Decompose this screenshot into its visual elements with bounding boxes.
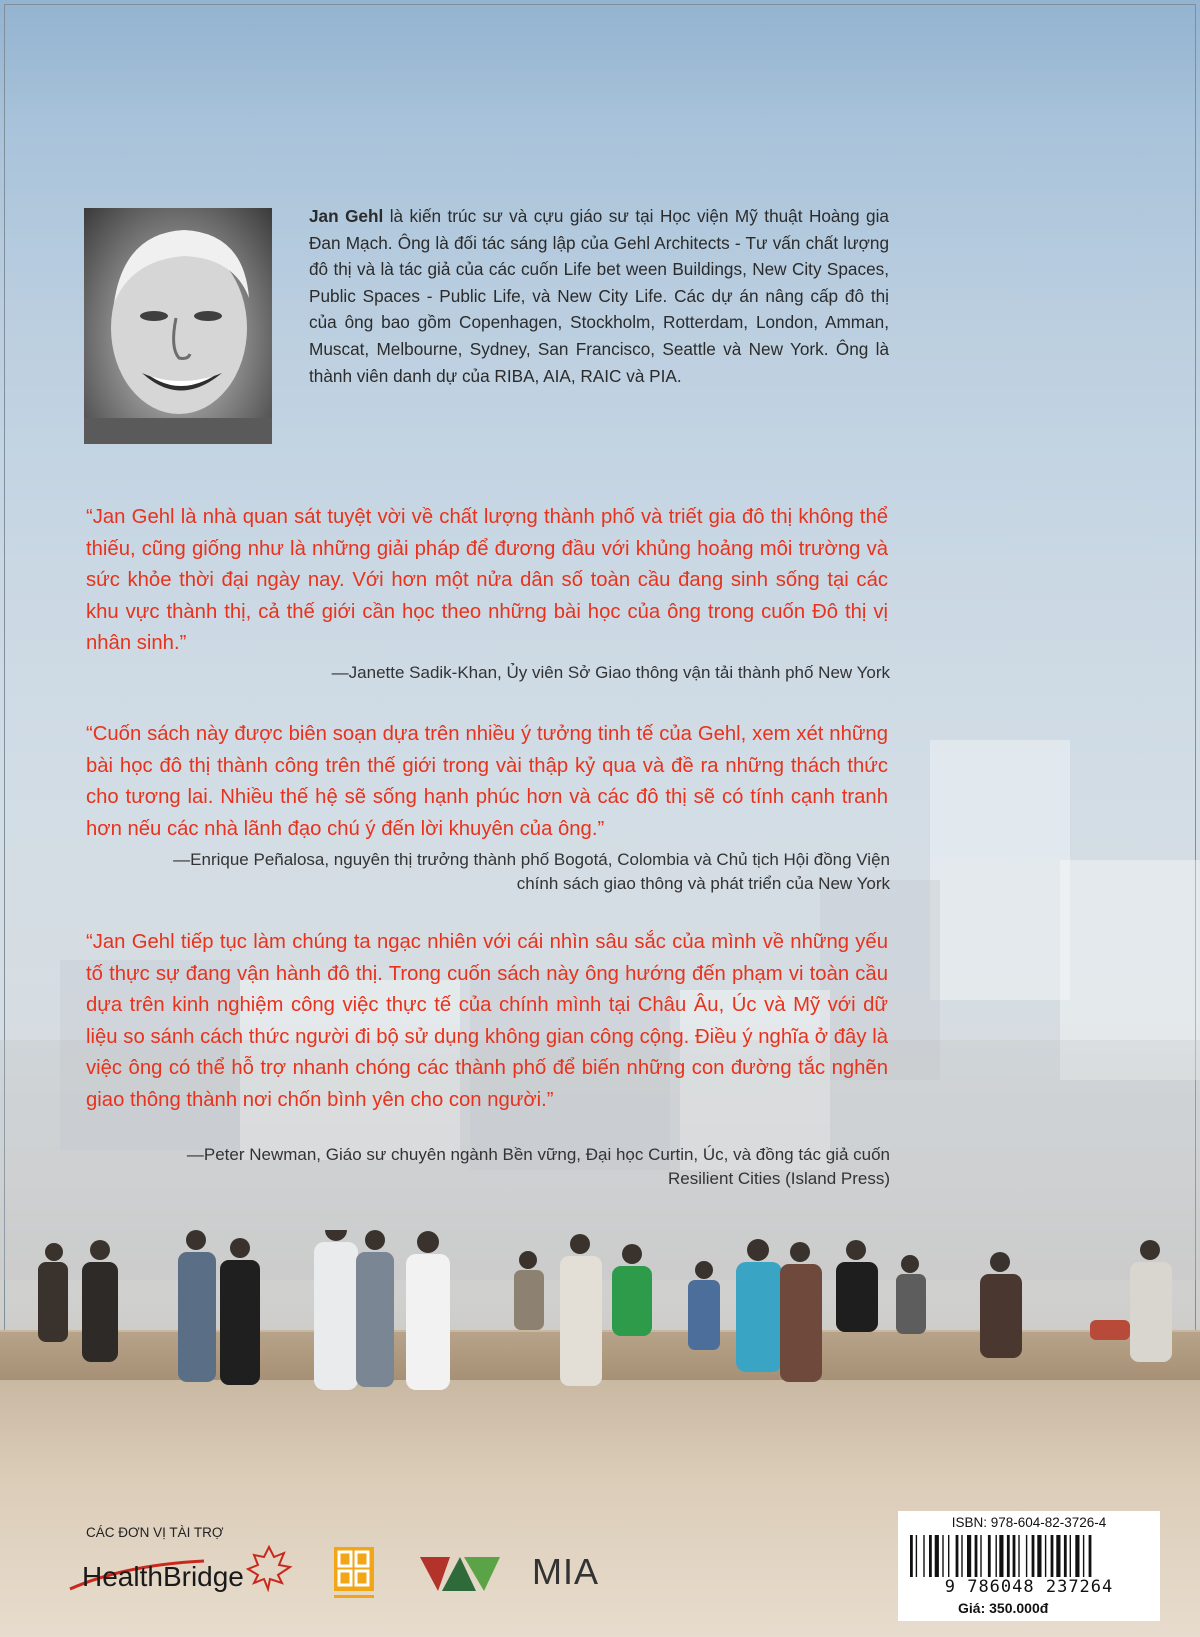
price-text: Giá: 350.000đ (958, 1600, 1049, 1616)
author-portrait (84, 208, 272, 444)
author-name: Jan Gehl (309, 206, 384, 226)
quote-1: “Jan Gehl là nhà quan sát tuyệt vời về chất lượng thành phố và triết gia đô thị không thể thiếu, cũng giống như là những giải pháp để đương đầu với khủng hoảng môi trường và sức khỏe thời đại ngày nay. Với hơn một nửa dân số toàn cầu đang sinh sống tại các khu vực thành thị, cả thế giới cần học theo những bài học của ông trong cuốn Đô thị vị nhân sinh.” (86, 506, 888, 654)
barcode-image (908, 1535, 1150, 1577)
barcode-digits: 9 786048 237264 (944, 1577, 1114, 1597)
healthbridge-logo (64, 1543, 294, 1603)
quote-2-attribution: —Enrique Peñalosa, nguyên thị trưởng thành phố Bogotá, Colombia và Chủ tịch Hội đồng Viện chính sách giao thông và phát triển của New York (173, 850, 890, 893)
author-bio (309, 203, 889, 389)
quote-3: “Jan Gehl tiếp tục làm chúng ta ngạc nhiên với cái nhìn sâu sắc của mình về những yếu tố thực sự đang vận hành đô thị. Trong cuốn sách này ông hướng đến phạm vi toàn cầu dựa trên kinh nghiệm công việc thực tế của chính mình tại Châu Âu, Úc và Mỹ với dữ liệu so sánh cách thức người đi bộ sử dụng không gian công cộng. Điều ý nghĩa ở đây là việc ông có thể hỗ trợ nhanh chóng các thành phố để biến những con đường tắc nghẽn giao thông thành nơi chốn bình yên cho con người.” (86, 931, 888, 1111)
author-bio-text: là kiến trúc sư và cựu giáo sư tại Học viện Mỹ thuật Hoàng gia Đan Mạch. Ông là đối tác sáng lập của Gehl Architects - Tư vấn chất lượng đô thị và là tác giả của các cuốn Life bet ween Buildings, New City Spaces, Public Spaces - Public Life, và New City Life. Các dự án nâng cấp đô thị của ông bao gồm Copenhagen, Stockholm, Rotterdam, London, Amman, Muscat, Melbourne, Sydney, San Francisco, Seattle và New York. Ông là thành viên danh dự của RIBA, AIA, RAIC và PIA. (309, 206, 889, 386)
healthbridge-logo-text: HealthBridge (82, 1561, 244, 1592)
mia-logo: MIA (532, 1551, 600, 1592)
barcode-box (898, 1511, 1160, 1621)
sponsors-label: CÁC ĐƠN VỊ TÀI TRỢ (86, 1525, 224, 1540)
isbn-text: ISBN: 978-604-82-3726-4 (951, 1515, 1107, 1530)
cgr-logo (334, 1547, 374, 1601)
quote-2: “Cuốn sách này được biên soạn dựa trên nhiều ý tưởng tinh tế của Gehl, xem xét những bài học đô thị thành công trên thế giới trong vài thập kỷ qua và đề ra những thách thức cho tương lai. Nhiều thế hệ sẽ sống hạnh phúc hơn và các đô thị sẽ có tính cạnh tranh hơn nếu các nhà lãnh đạo chú ý đến lời khuyên của ông.” (86, 723, 888, 840)
people-silhouettes (0, 1230, 1200, 1390)
quote-3-attribution: —Peter Newman, Giáo sư chuyên ngành Bền vững, Đại học Curtin, Úc, và đồng tác giả cuốn Resilient Cities (Island Press) (186, 1145, 890, 1188)
vta-logo (420, 1555, 500, 1593)
quote-1-attribution: —Janette Sadik-Khan, Ủy viên Sở Giao thông vận tải thành phố New York (331, 663, 890, 682)
